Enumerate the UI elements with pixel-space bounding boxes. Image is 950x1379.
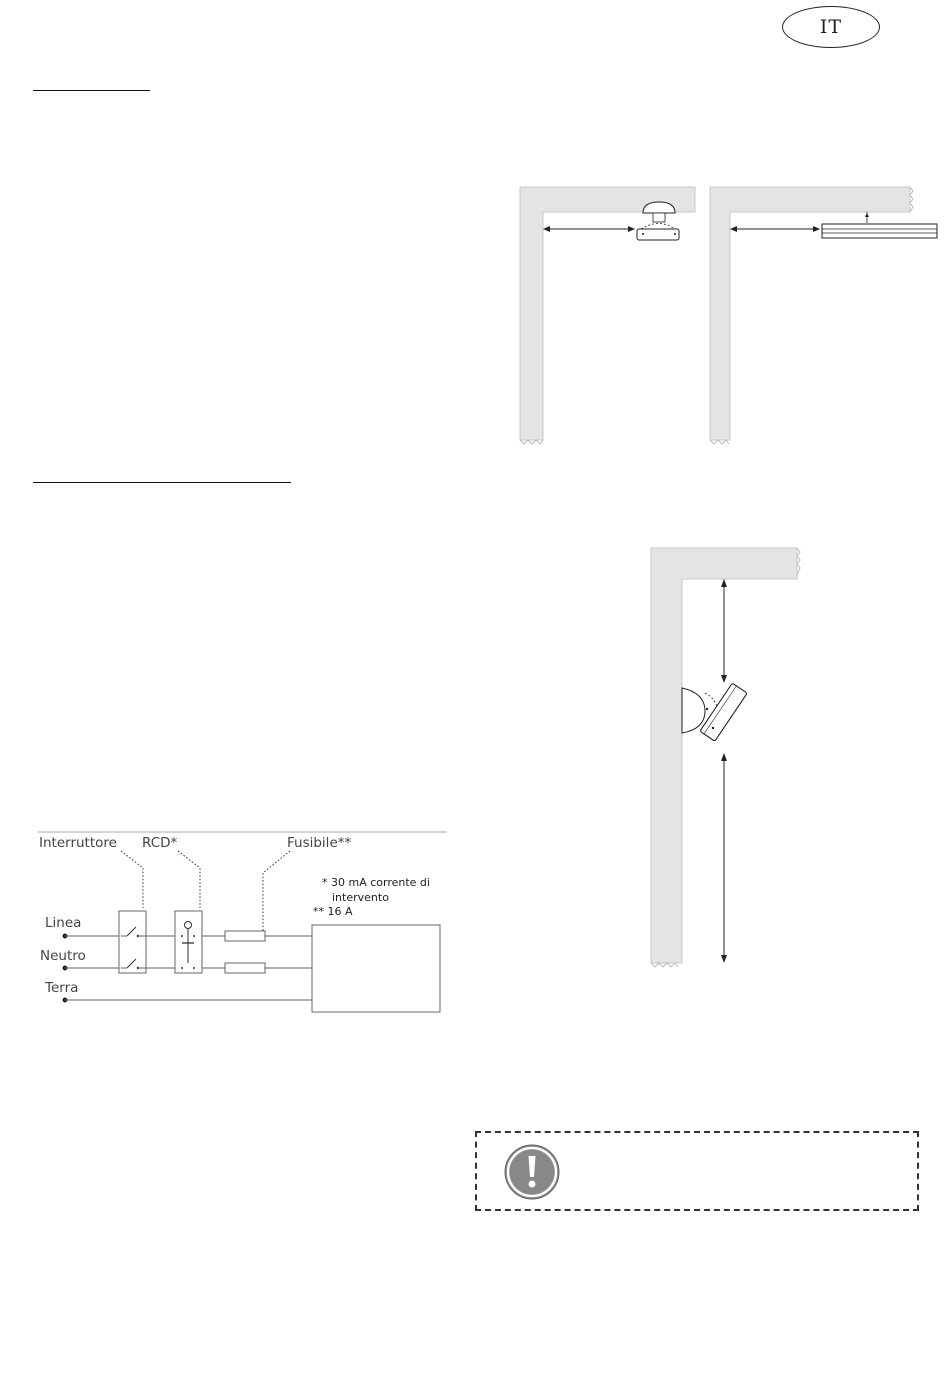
switch-box [119, 911, 146, 973]
wiring-diagram [35, 828, 450, 1018]
language-code: IT [819, 16, 843, 38]
section-heading-underline-2 [33, 482, 291, 483]
ceiling-mount-diagram [515, 182, 940, 447]
heater-box [312, 925, 440, 1012]
neutral-label: Neutro [40, 948, 86, 964]
line-label: Linea [45, 915, 82, 931]
fuse-neutral [225, 963, 265, 973]
wall-heater [682, 683, 747, 741]
note-line-3: ** 16 A [313, 905, 353, 918]
wall-section-left [520, 187, 695, 440]
wall-mount-diagram [645, 543, 815, 973]
fuse-label: Fusibile** [287, 835, 352, 851]
warning-box [475, 1131, 919, 1211]
language-badge [782, 6, 880, 48]
section-heading-underline-1 [33, 90, 150, 91]
note-line-1: * 30 mA corrente di [322, 876, 430, 889]
switch-label: Interruttore [39, 835, 117, 851]
fuse-line [225, 931, 265, 941]
rcd-label: RCD* [142, 835, 178, 851]
ceiling-heater-long [822, 224, 937, 238]
exclamation-icon [503, 1143, 561, 1201]
note-line-2: intervento [332, 891, 389, 904]
earth-label: Terra [45, 980, 79, 996]
